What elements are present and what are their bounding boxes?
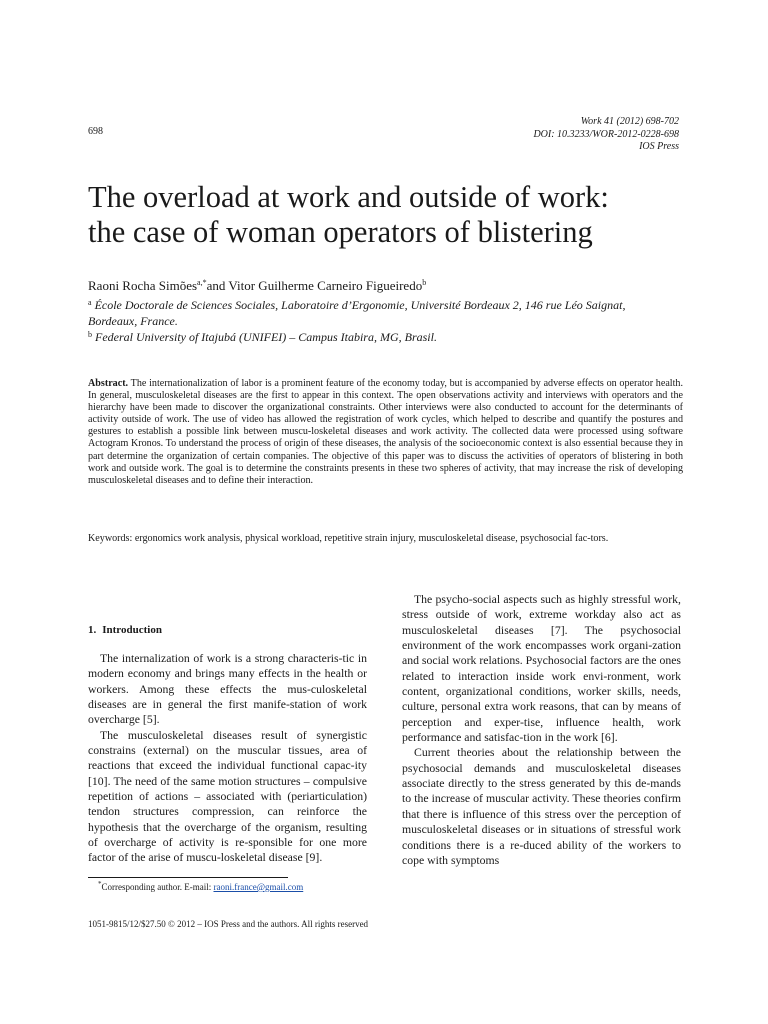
title-line-1: The overload at work and outside of work: bbox=[88, 180, 609, 214]
journal-publisher: IOS Press bbox=[639, 141, 679, 152]
right-column-body bbox=[402, 592, 681, 868]
journal-citation bbox=[379, 116, 679, 154]
abstract-label: Abstract. bbox=[88, 378, 129, 389]
affiliation-a bbox=[88, 297, 688, 313]
footnote-marker: * bbox=[98, 880, 102, 888]
paragraph: The musculoskeletal diseases result of synergistic constrains (external) on the muscular tissues, area of reactions that exceed the individual functional capac-ity [10]. The need of the same motion structures – compulsive repetition of actions – associated with (periarticulation) tendon structures compression, can reinforce the hypothesis that the overcharge of the organism, resulting of overcharge of activity is re-sponsible for one more factor of the arise of muscu-loskeletal disease [9]. bbox=[88, 728, 367, 865]
author-2-name: and Vitor Guilherme Carneiro Figueiredo bbox=[206, 278, 423, 293]
author-1-name: Raoni Rocha Simões bbox=[88, 278, 198, 293]
journal-volume: Work 41 (2012) 698-702 bbox=[580, 116, 679, 127]
copyright-notice: 1051-9815/12/$27.50 © 2012 – IOS Press and the authors. All rights reserved bbox=[88, 919, 369, 929]
title-line-2: the case of woman operators of blistering bbox=[88, 215, 593, 249]
paper-title bbox=[88, 180, 698, 250]
author-1-superscript: a,* bbox=[197, 278, 207, 287]
section-number: 1. bbox=[88, 624, 97, 636]
footnote-text: Corresponding author. E-mail: bbox=[101, 882, 214, 892]
affiliation-b-line-1: Federal University of Itajubá (UNIFEI) – Campus Itabira, MG, Brasil. bbox=[95, 330, 437, 344]
paragraph: The internalization of work is a strong characteris-tic in modern economy and brings many effects in the health or workers. Among these effects the mus-culoskeletal diseases are in general the first manife-station of work overcharge [5]. bbox=[88, 652, 367, 727]
affiliation-b bbox=[88, 329, 688, 345]
keywords: Keywords: ergonomics work analysis, physical workload, repetitive strain injury, musculoskeletal disease, psychosocial fac-tors. bbox=[88, 533, 609, 544]
journal-doi: DOI: 10.3233/WOR-2012-0228-698 bbox=[533, 128, 679, 140]
affiliations bbox=[88, 297, 688, 345]
email-link[interactable]: raoni.france@gmail.com bbox=[213, 882, 304, 892]
section-title: Introduction bbox=[102, 624, 162, 636]
author-2-superscript: b bbox=[422, 278, 427, 287]
page-number: 698 bbox=[88, 126, 103, 137]
paragraph: Current theories about the relationship between the psychosocial demands and musculoskeletal diseases associate directly to the stress generated by this de-mands to the increase of muscular activity. These theories confirm that there is influence of this stress over the perception of musculoskeletal diseases or in situations of stressful work conditions there is a re-duced ability of the workers to cope with symptoms bbox=[402, 746, 681, 867]
footnote-divider bbox=[88, 877, 288, 878]
affiliation-b-marker: b bbox=[88, 330, 92, 339]
abstract-text: The internationalization of labor is a prominent feature of the economy today, but is accompanied by adverse effects on operator health. In general, musculoskeletal diseases are the first to appear in this context. The open observations activity and interviews with operators and the hierarchy have been made to discover the organizational constraints. Other interviews were also conducted to account for the determinants of activity outside of work. The use of video has allowed the registration of work cycles, which helped to describe and quantify the postures and gestures to establish a possible link between muscu-loskeletal diseases and work activity. The collected data were processed using software Actogram Kronos. To understand the process of origin of these diseases, the analysis of the socioeconomic context is also essential because they in part determine the organization of certain companies. The objective of this paper was to discuss the activities of operators of blistering in both work and outside work. The goal is to determine the constraints presents in these two spheres of activity, that may increase the risk of developing musculoskeletal diseases and to define their interaction. bbox=[88, 378, 683, 486]
affiliation-a-marker: a bbox=[88, 298, 92, 307]
affiliation-a-line-1: École Doctorale de Sciences Sociales, Laboratoire d’Ergonomie, Université Bordeaux 2, 146 rue Léo Saignat, bbox=[94, 298, 626, 312]
abstract bbox=[88, 378, 683, 487]
author-list bbox=[88, 278, 688, 294]
footnote bbox=[98, 881, 303, 893]
affiliation-a-line-2: Bordeaux, France. bbox=[88, 314, 178, 328]
section-heading-introduction bbox=[88, 624, 162, 636]
paragraph: The psycho-social aspects such as highly stressful work, stress outside of work, extreme workday also act as musculoskeletal diseases [7]. The psychosocial environment of the work encompasses work organi-zation and social work relations. Psychosocial factors are the ones related to interaction inside work envi-ronment, work content, organizational conditions, worker skills, needs, culture, personal extra work reasons, that can by means of perception and exper-tise, influence health, work performance and satisfac-tion in the work [6]. bbox=[402, 593, 681, 745]
left-column-body bbox=[88, 651, 367, 866]
